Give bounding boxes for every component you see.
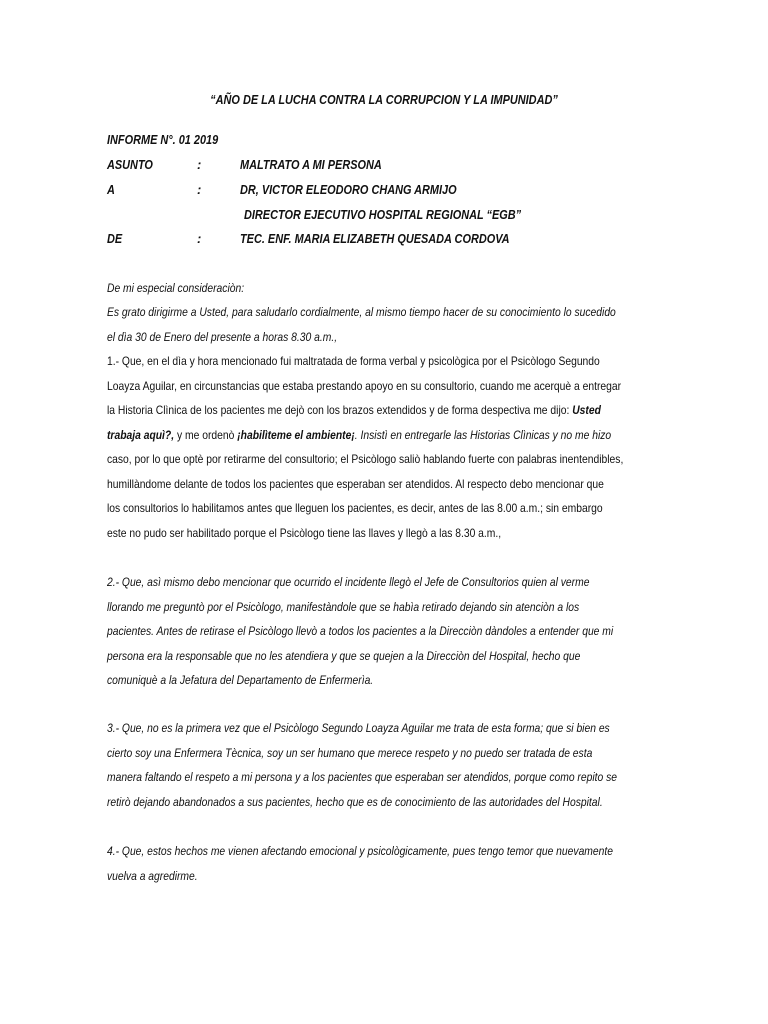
point-3-line: cierto soy una Enfermera Tècnica, soy un ser humano que merece respeto y no puedo ser tratada de esta <box>107 745 593 760</box>
header-row-a-cont <box>0 207 768 225</box>
point-1-line: caso, por lo que optè por retirarme del consultorio; el Psicòlogo saliò hablando fuerte con palabras inentendibles, <box>107 452 624 466</box>
header-row-a <box>0 182 768 200</box>
a-colon: : <box>197 182 202 197</box>
point-3-line: manera faltando el respeto a mi persona y a los pacientes que esperaban ser atendidos, porque como repito se <box>107 770 618 784</box>
point-1-text: . Insistì en entregarle las Historias Clìnicas y no me hizo <box>354 427 612 442</box>
point-2-line: llorando me preguntò por el Psicòlogo, manifestàndole que se habìa retirado dejando sin atenciòn a los <box>107 599 580 614</box>
greeting-text: De mi especial consideraciòn: <box>107 281 245 295</box>
point-4-line: 4.- Que, estos hechos me vienen afectando emocional y psicològicamente, pues tengo temor que nuevamente <box>107 844 613 858</box>
de-colon: : <box>197 231 202 246</box>
motto-text: “AÑO DE LA LUCHA CONTRA LA CORRUPCION Y LA IMPUNIDAD” <box>210 92 558 107</box>
intro-paragraph <box>107 300 699 349</box>
point-1-text: y me ordenò <box>174 427 238 442</box>
point-1-line: humillàndome delante de todos los pacientes que esperaban ser atendidos. Al respecto debo mencionar que <box>107 476 604 491</box>
a-label: A <box>107 182 115 197</box>
report-number-text: INFORME N°. 01 2019 <box>107 132 219 147</box>
intro-line: el dìa 30 de Enero del presente a horas 8.30 a.m., <box>107 329 338 344</box>
report-number <box>107 132 239 147</box>
point-2-line: pacientes. Antes de retirase el Psicòlogo llevò a todos los pacientes a la Direcciòn dàndoles a entender que mi <box>107 624 614 638</box>
a-value-position: DIRECTOR EJECUTIVO HOSPITAL REGIONAL “EGB” <box>244 207 522 222</box>
document-motto <box>0 92 768 107</box>
point-3-paragraph <box>107 716 700 814</box>
header-row-asunto <box>0 157 768 175</box>
point-1-line: Loayza Aguilar, en circunstancias que estaba prestando apoyo en su consultorio, cuando me acerquè a entregar <box>107 378 622 393</box>
header-row-de <box>0 231 768 249</box>
quote-habiliteme: ¡habilìteme el ambiente¡ <box>237 427 355 442</box>
de-label: DE <box>107 231 123 246</box>
point-2-line: comuniquè a la Jefatura del Departamento de Enfermerìa. <box>107 673 374 687</box>
intro-line: Es grato dirigirme a Usted, para saludarlo cordialmente, al mismo tiempo hacer de su conocimiento lo sucedido <box>107 305 616 319</box>
point-2-paragraph <box>107 570 696 693</box>
point-1-line-quote <box>107 398 623 423</box>
point-2-line: persona era la responsable que no les atendiera y que se quejen a la Direcciòn del Hospital, hecho que <box>107 648 581 663</box>
point-2-line: 2.- Que, asì mismo debo mencionar que ocurrido el incidente llegò el Jefe de Consultorios quien al verme <box>107 575 590 589</box>
a-value: DR, VICTOR ELEODORO CHANG ARMIJO <box>240 182 457 197</box>
quote-usted: Usted <box>572 403 601 417</box>
point-1-paragraph <box>107 349 707 545</box>
quote-trabaja-aqui: trabaja aquì?, <box>107 427 175 442</box>
greeting <box>107 276 266 301</box>
point-1-line: 1.- Que, en el dìa y hora mencionado fui maltratada de forma verbal y psicològica por el Psicòlogo Segundo <box>107 354 600 368</box>
point-3-line: retirò dejando abandonados a sus pacientes, hecho que es de conocimiento de las autoridades del Hospital. <box>107 794 603 809</box>
point-4-line: vuelva a agredirme. <box>107 868 198 883</box>
de-value: TEC. ENF. MARIA ELIZABETH QUESADA CORDOVA <box>240 231 510 246</box>
point-1-text: la Historia Clìnica de los pacientes me dejò con los brazos extendidos y de forma despectiva me dijo: <box>107 403 573 417</box>
point-1-line: los consultorios lo habilitamos antes que lleguen los pacientes, es decir, antes de las 8.00 a.m.; sin embargo <box>107 501 603 515</box>
asunto-colon: : <box>197 157 202 172</box>
asunto-value: MALTRATO A MI PERSONA <box>240 157 382 172</box>
point-1-line: este no pudo ser habilitado porque el Psicòlogo tiene las llaves y llegò a las 8.30 a.m., <box>107 525 502 540</box>
point-3-line: 3.- Que, no es la primera vez que el Psicòlogo Segundo Loayza Aguilar me trata de esta forma; que si bien es <box>107 721 610 735</box>
asunto-label: ASUNTO <box>107 157 153 172</box>
point-1-line-quote <box>107 423 623 448</box>
point-4-paragraph <box>107 839 695 888</box>
